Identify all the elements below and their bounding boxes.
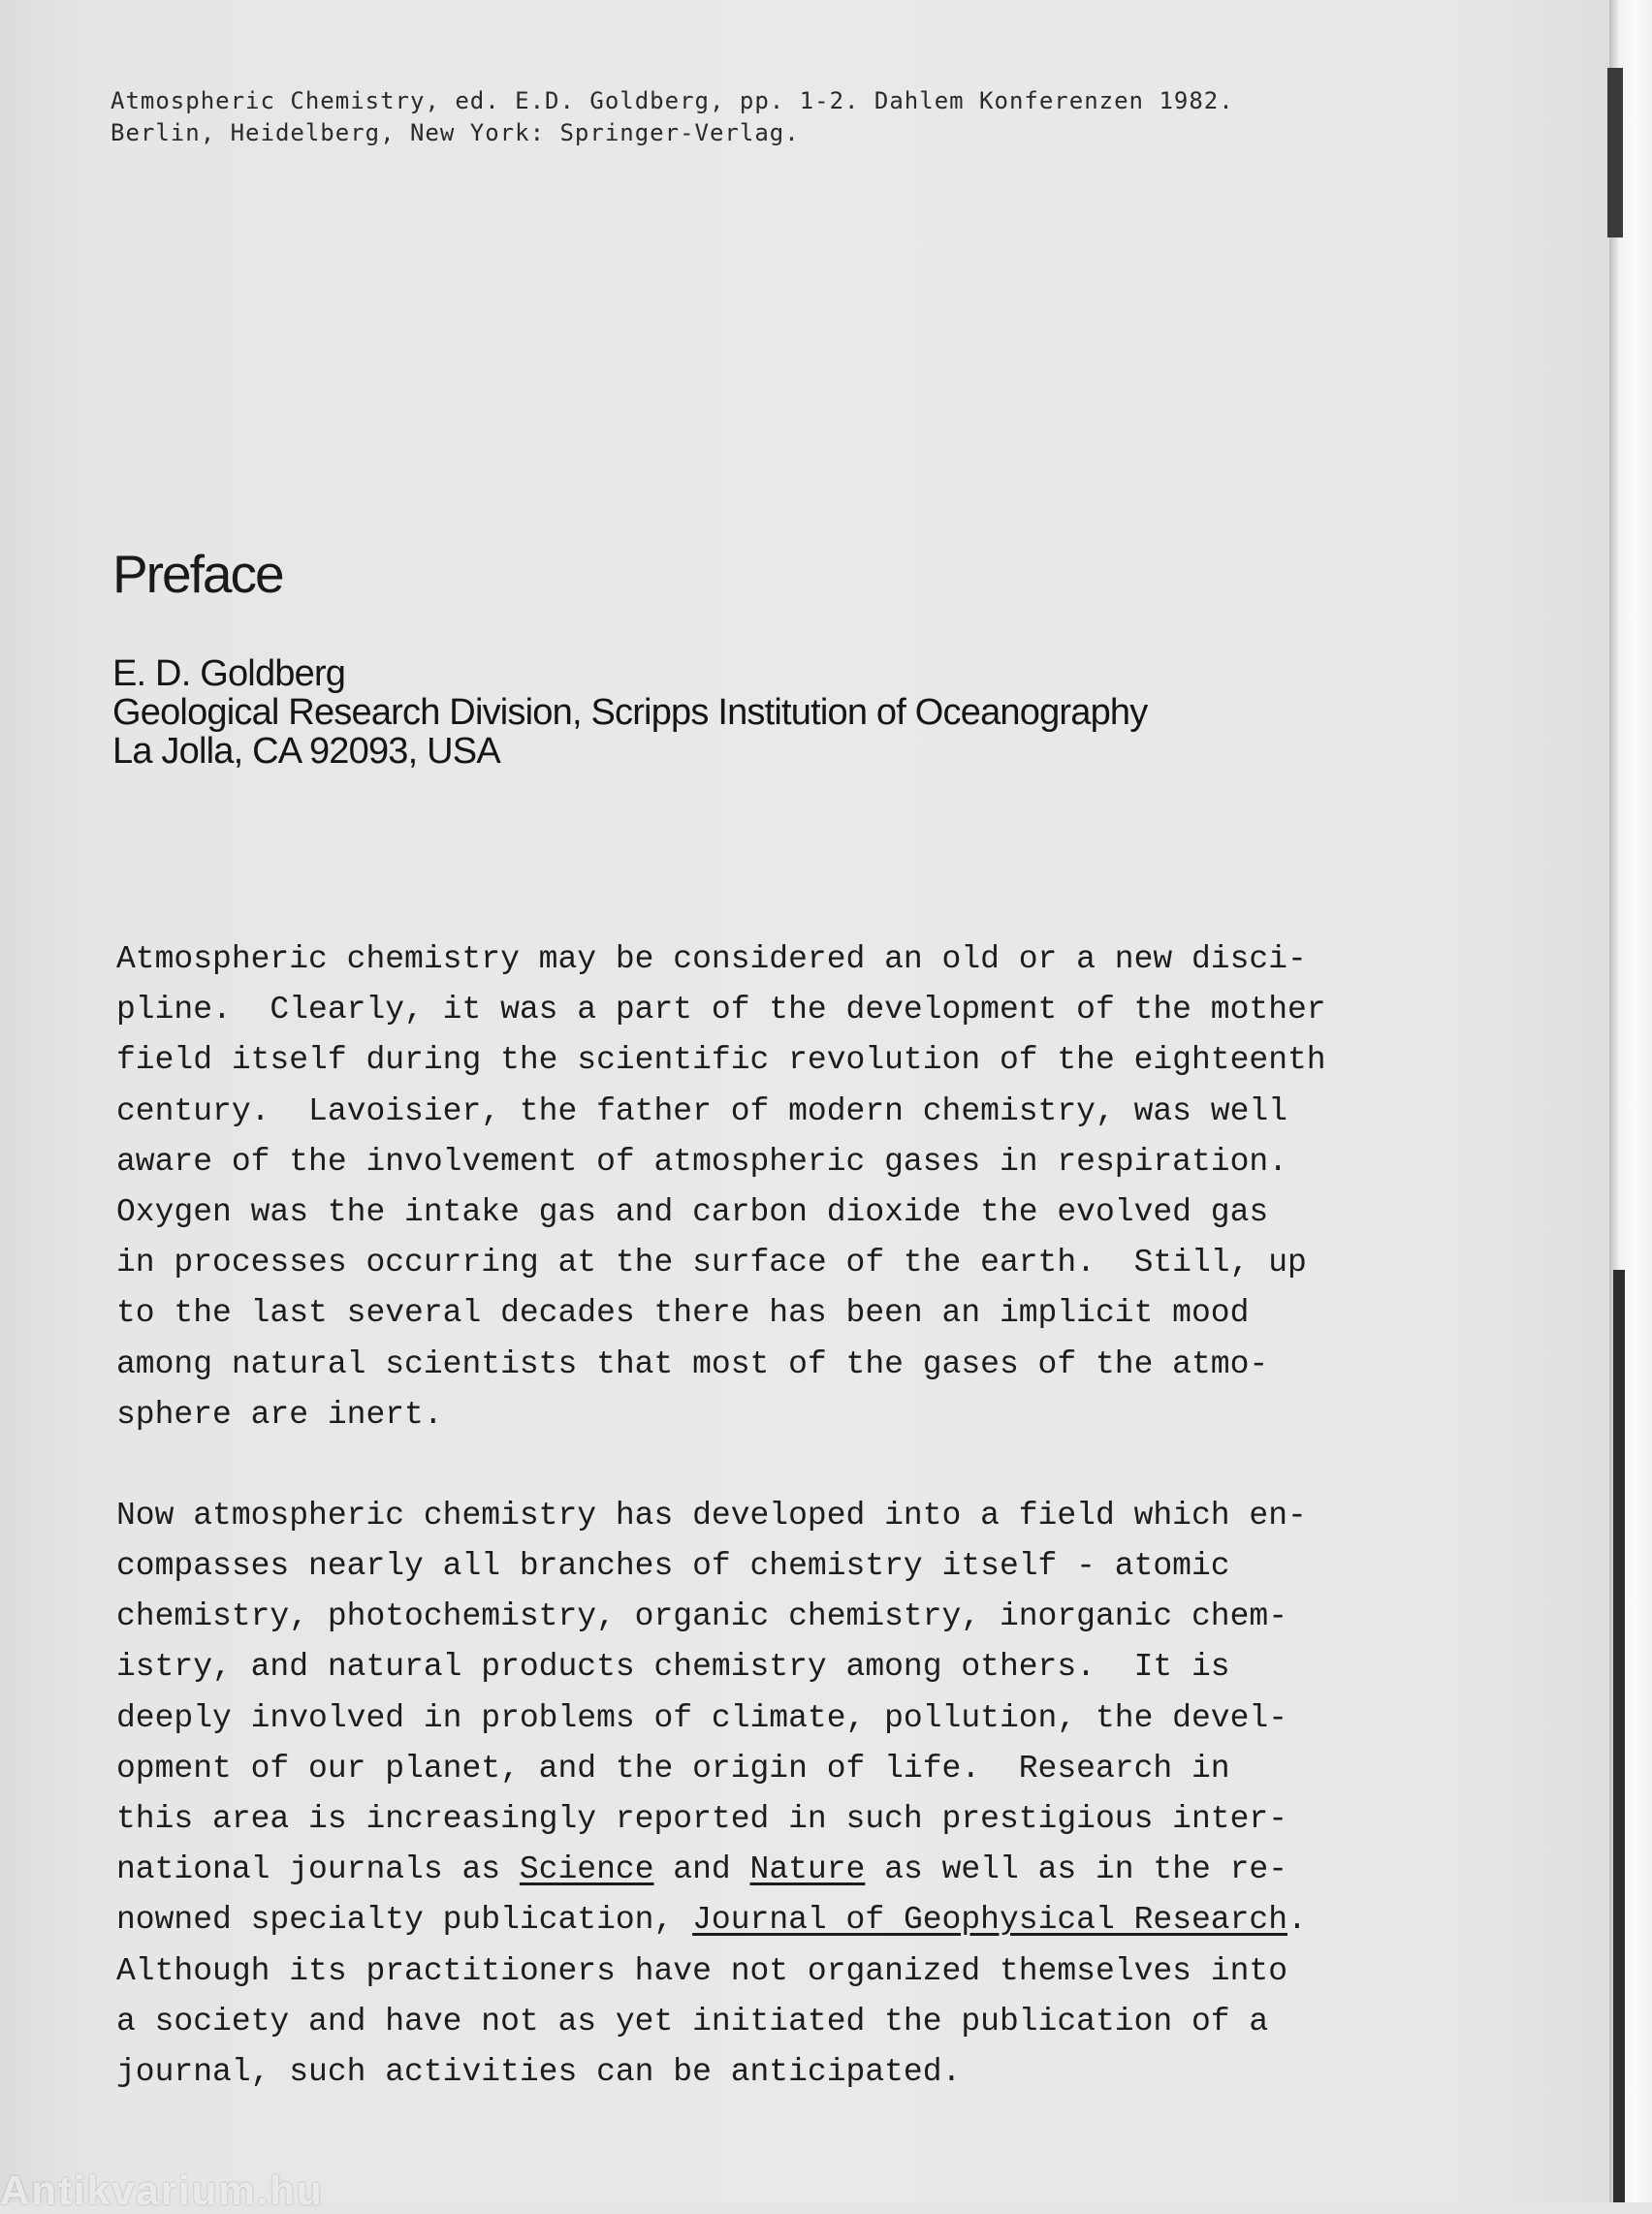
text-line: istry, and natural products chemistry among others. It is <box>116 1649 1230 1686</box>
journal-title-science: Science <box>519 1851 654 1888</box>
text-line: compasses nearly all branches of chemistry itself - atomic <box>116 1548 1230 1585</box>
text-line: Now atmospheric chemistry has developed into a field which en- <box>116 1497 1307 1534</box>
author-name: E. D. Goldberg <box>112 653 346 694</box>
text-line <box>116 1895 1406 1945</box>
page-title: Preface <box>112 544 283 604</box>
text-line: deeply involved in problems of climate, pollution, the devel- <box>116 1699 1287 1736</box>
text-line: a society and have not as yet initiated the publication of a <box>116 2003 1269 2040</box>
neighbor-page-edge <box>1607 68 1623 237</box>
text-line: pline. Clearly, it was a part of the development of the mother <box>116 992 1326 1028</box>
text-segment: and <box>653 1851 750 1888</box>
text-line: this area is increasingly reported in such prestigious inter- <box>116 1801 1287 1837</box>
journal-title-nature: Nature <box>749 1851 866 1888</box>
text-line: aware of the involvement of atmospheric gases in respiration. <box>116 1143 1287 1180</box>
paragraph-1 <box>116 934 1406 1440</box>
citation-line-2: Berlin, Heidelberg, New York: Springer-Verlag. <box>111 119 800 146</box>
text-line: Oxygen was the intake gas and carbon dioxide the evolved gas <box>116 1193 1269 1230</box>
watermark: Antikvarium.hu <box>0 2167 324 2213</box>
neighbor-page-edge <box>1613 1270 1625 2202</box>
journal-title-jgr: Journal of Geophysical Research <box>692 1902 1288 1939</box>
text-segment: nowned specialty publication, <box>116 1902 693 1939</box>
text-line: in processes occurring at the surface of the earth. Still, up <box>116 1245 1307 1281</box>
paragraph-2 <box>116 1491 1406 2098</box>
author-affiliation <box>112 654 1147 771</box>
text-line: field itself during the scientific revolution of the eighteenth <box>116 1042 1326 1079</box>
text-segment: as well as in the re- <box>865 1851 1288 1888</box>
citation-header <box>111 85 1429 149</box>
author-address: La Jolla, CA 92093, USA <box>112 731 500 772</box>
text-line <box>116 1845 1406 1895</box>
text-line: to the last several decades there has been an implicit mood <box>116 1295 1250 1332</box>
text-line: opment of our planet, and the origin of life. Research in <box>116 1750 1230 1787</box>
text-line: among natural scientists that most of the gases of the atmo- <box>116 1345 1269 1382</box>
author-institution: Geological Research Division, Scripps Institution of Oceanography <box>112 692 1148 733</box>
text-line: sphere are inert. <box>116 1396 443 1433</box>
text-line: chemistry, photochemistry, organic chemistry, inorganic chem- <box>116 1598 1287 1635</box>
text-line: journal, such activities can be anticipated. <box>116 2053 962 2090</box>
text-segment: . <box>1287 1902 1307 1939</box>
text-line: Atmospheric chemistry may be considered an old or a new disci- <box>116 941 1307 977</box>
text-line: century. Lavoisier, the father of modern chemistry, was well <box>116 1092 1287 1129</box>
text-segment: national journals as <box>116 1851 520 1888</box>
text-line: Although its practitioners have not organized themselves into <box>116 1952 1287 1989</box>
body-text <box>116 934 1406 2148</box>
citation-line-1: Atmospheric Chemistry, ed. E.D. Goldberg, pp. 1-2. Dahlem Konferenzen 1982. <box>111 87 1234 114</box>
